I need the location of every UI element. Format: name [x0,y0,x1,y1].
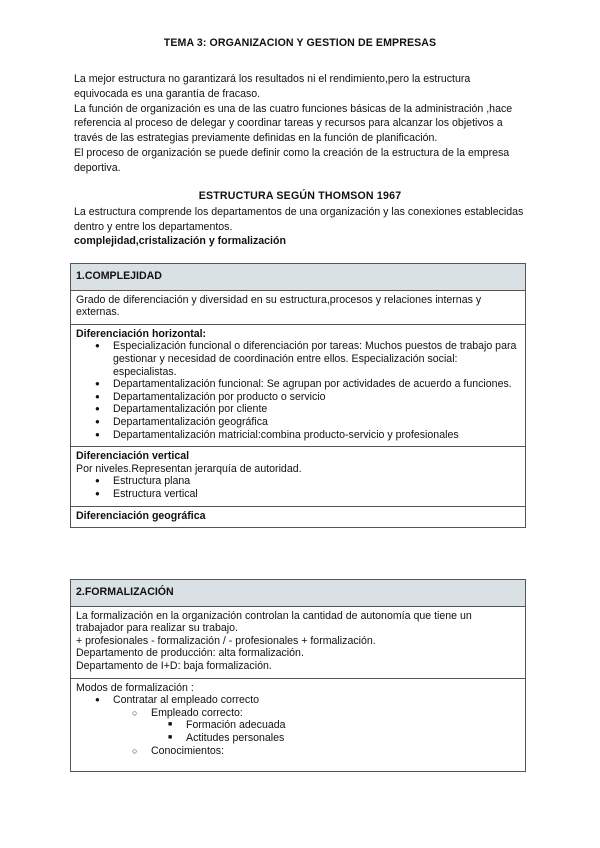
list-item: ● Departamentalización por producto o servicio [76,391,520,404]
list-item: ■ Formación adecuada [76,719,520,732]
modos-sublist [76,707,520,720]
list-item: ○ Empleado correcto: [76,707,520,720]
formalizacion-table [70,579,526,772]
document-title: TEMA 3: ORGANIZACION Y GESTION DE EMPRESAS [163,37,437,49]
geografica-title: Diferenciación geográfica [71,506,526,528]
modos-cell [71,678,526,772]
modos-title: Modos de formalización : [76,681,194,694]
vertical-title: Diferenciación vertical [76,450,190,463]
complejidad-table [70,263,526,528]
intro-paragraph: La función de organización es una de las cuatro funciones básicas de la administración ,hace referencia al proceso de delegar y coordinar tareas y recursos para alcanzar los objetivos a través de las estrategias previamente definidas en la función de planificación. [74,102,513,145]
vertical-cell [71,447,526,506]
vertical-list [76,475,520,500]
formalizacion-heading: 2.FORMALIZACIÓN [71,580,526,607]
section-bold-line: complejidad,cristalización y formalización [74,235,286,248]
modos-list [76,694,520,707]
modos-sublist-2 [76,745,520,758]
formalizacion-line: + profesionales - formalización / - profesionales + formalización. [76,634,376,647]
formalizacion-line: Departamento de I+D: baja formalización. [76,659,272,672]
intro-paragraphs [74,72,526,176]
list-item: ● Departamentalización por cliente [76,403,520,416]
horizontal-title: Diferenciación horizontal: [76,327,207,340]
complejidad-heading: 1.COMPLEJIDAD [71,264,526,291]
list-item: ■ Actitudes personales [76,732,520,745]
list-item: ● Departamentalización geográfica [76,416,520,429]
section-paragraph: La estructura comprende los departamentos de una organización y las conexiones establecidas dentro y entre los departamentos. [74,206,524,233]
list-item: ● Departamentalización matricial:combina producto-servicio y profesionales [76,429,520,442]
intro-paragraph: La mejor estructura no garantizará los resultados ni el rendimiento,pero la estructura equivocada es una garantía de fracaso. [74,73,471,100]
intro-paragraph: El proceso de organización se puede definir como la creación de la estructura de la empresa deportiva. [74,146,510,174]
horizontal-list [76,340,520,441]
section-text [74,205,526,249]
list-item: ● Contratar al empleado correcto [76,694,520,707]
horizontal-cell [71,324,526,446]
list-item: ● Estructura vertical [76,488,520,501]
section-title: ESTRUCTURA SEGÚN THOMSON 1967 [198,190,402,202]
modos-subsublist [76,719,520,744]
formalizacion-text-cell [71,606,526,678]
list-item: ● Especialización funcional o diferenciación por tareas: Muchos puestos de trabajo para gestionar y necesidad de coordinación entre ellos. Especialización social: especialistas. [76,340,520,378]
formalizacion-line: Departamento de producción: alta formalización. [76,647,304,660]
list-item: ● Departamentalización funcional: Se agrupan por actividades de acuerdo a funciones. [76,378,520,391]
formalizacion-line: La formalización en la organización controlan la cantidad de autonomía que tiene un trabajador para realizar su trabajo. [76,609,472,635]
complejidad-definition: Grado de diferenciación y diversidad en su estructura,procesos y relaciones internas y externas. [71,290,526,324]
vertical-text: Por niveles.Representan jerarquía de autoridad. [76,462,302,475]
list-item: ○ Conocimientos: [76,745,520,758]
list-item: ● Estructura plana [76,475,520,488]
